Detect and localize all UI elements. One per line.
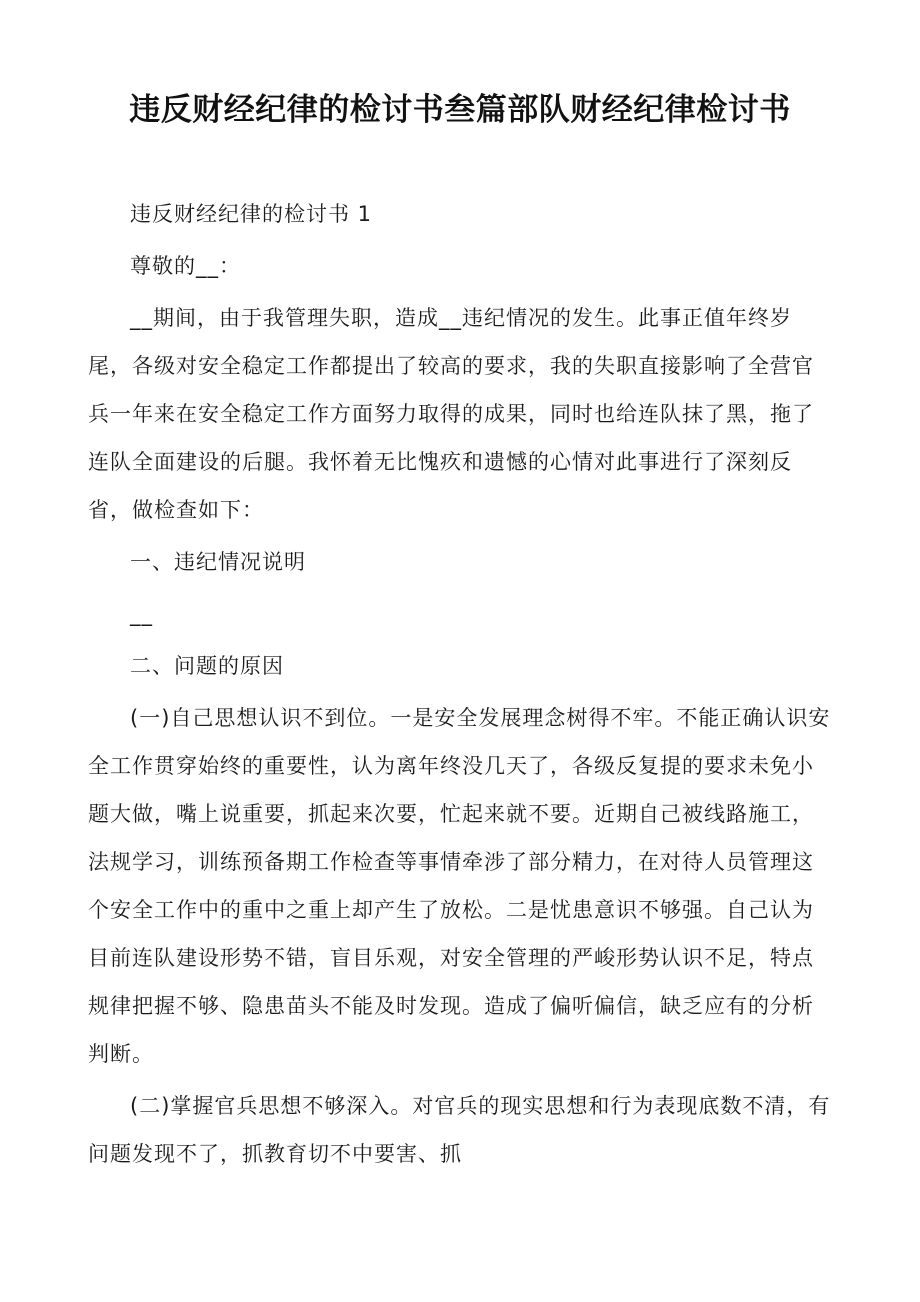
paragraph-cause-1: (一)自己思想认识不到位。一是安全发展理念树得不牢。不能正确认识安全工作贯穿始终的重要性，认为离年终没几天了，各级反复提的要求未免小题大做，嘴上说重要，抓起来次要，忙起来就不要。近期自己被线路施工，法规学习，训练预备期工作检查等事情牵涉了部分精力，在对待人员管理这个安全工作中的重中之重上却产生了放松。二是忧患意识不够强。自己认为目前连队建设形势不错，盲目乐观，对安全管理的严峻形势认识不足，特点规律把握不够、隐患苗头不能及时发现。造成了偏听偏信，缺乏应有的分析判断。 [88, 706, 831, 1066]
paragraph-placeholder: __ [130, 602, 153, 626]
section-heading-causes: 二、问题的原因 [130, 654, 284, 678]
salutation: 尊敬的__： [130, 254, 241, 278]
paragraph-intro: __期间，由于我管理失职，造成__违纪情况的发生。此事正值年终岁尾，各级对安全稳定工作都提出了较高的要求，我的失职直接影响了全营官兵一年来在安全稳定工作方面努力取得的成果，同时也给连队抹了黑，拖了连队全面建设的后腿。我怀着无比愧疚和遗憾的心情对此事进行了深刻反省，做检查如下： [88, 306, 814, 522]
document-body [88, 190, 832, 1178]
document-title: 违反财经纪律的检讨书叁篇部队财经纪律检讨书 [129, 92, 791, 128]
section-heading-violation: 一、违纪情况说明 [130, 550, 306, 574]
paragraph-cause-2: (二)掌握官兵思想不够深入。对官兵的现实思想和行为表现底数不清，有问题发现不了，抓教育切不中要害、抓 [88, 1094, 831, 1166]
section-heading-1: 违反财经纪律的检讨书 1 [130, 202, 373, 226]
